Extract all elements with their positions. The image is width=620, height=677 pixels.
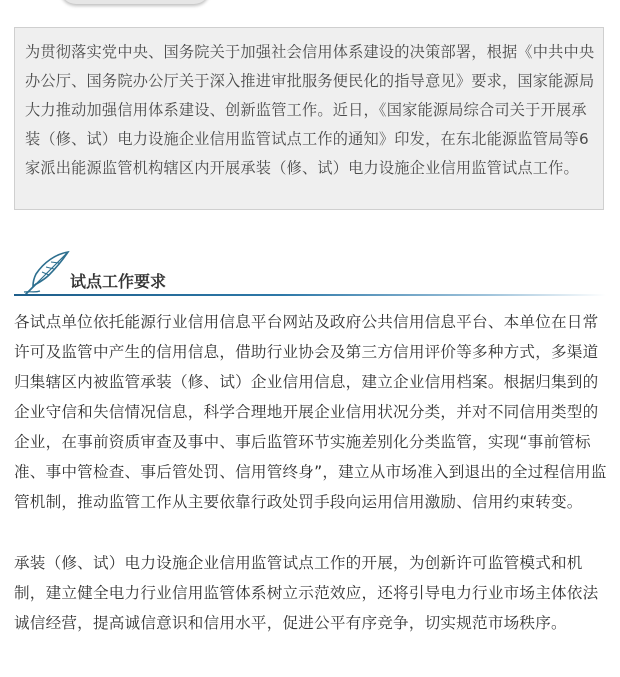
body-paragraph: 各试点单位依托能源行业信用信息平台网站及政府公共信用信息平台、本单位在日常许可及监管中产生的信用信息，借助行业协会及第三方信用评价等多种方式，多渠道归集辖区内被监管承装（修、试）企业信用信息，建立企业信用档案。根据归集到的企业守信和失信情况信息，科学合理地开展企业信用状况分类，并对不同信用类型的企业，在事前资质审查及事中、事后监管环节实施差别化分类监管，实现“事前管标准、事中管检查、事后管处罚、信用管终身”，建立从市场准入到退出的全过程信用监管机制，推动监管工作从主要依靠行政处罚手段向运用信用激励、信用约束转变。 xyxy=(14,313,607,511)
body-paragraph: 承装（修、试）电力设施企业信用监管试点工作的开展，为创新许可监管模式和机制，建立健全电力行业信用监管体系树立示范效应，还将引导电力行业市场主体依法诚信经营，提高诚信意识和信用水平，促进公平有序竞争，切实规范市场秩序。 xyxy=(14,554,599,632)
intro-text: 为贯彻落实党中央、国务院关于加强社会信用体系建设的决策部署，根据《中共中央办公厅、国务院办公厅关于深入推进审批服务便民化的指导意见》要求，国家能源局大力推动加强信用体系建设、创新监管工作。近日，《国家能源局综合司关于开展承装（修、试）电力设施企业信用监管试点工作的通知》印发，在东北能源监管局等6家派出能源监管机构辖区内开展承装（修、试）电力设施企业信用监管试点工作。 xyxy=(25,43,595,177)
section-divider xyxy=(14,294,606,296)
section-title: 试点工作要求 xyxy=(70,272,167,291)
quill-pen-icon xyxy=(22,250,72,296)
section-header xyxy=(14,250,606,298)
top-decoration xyxy=(60,0,210,4)
intro-box xyxy=(14,27,604,210)
